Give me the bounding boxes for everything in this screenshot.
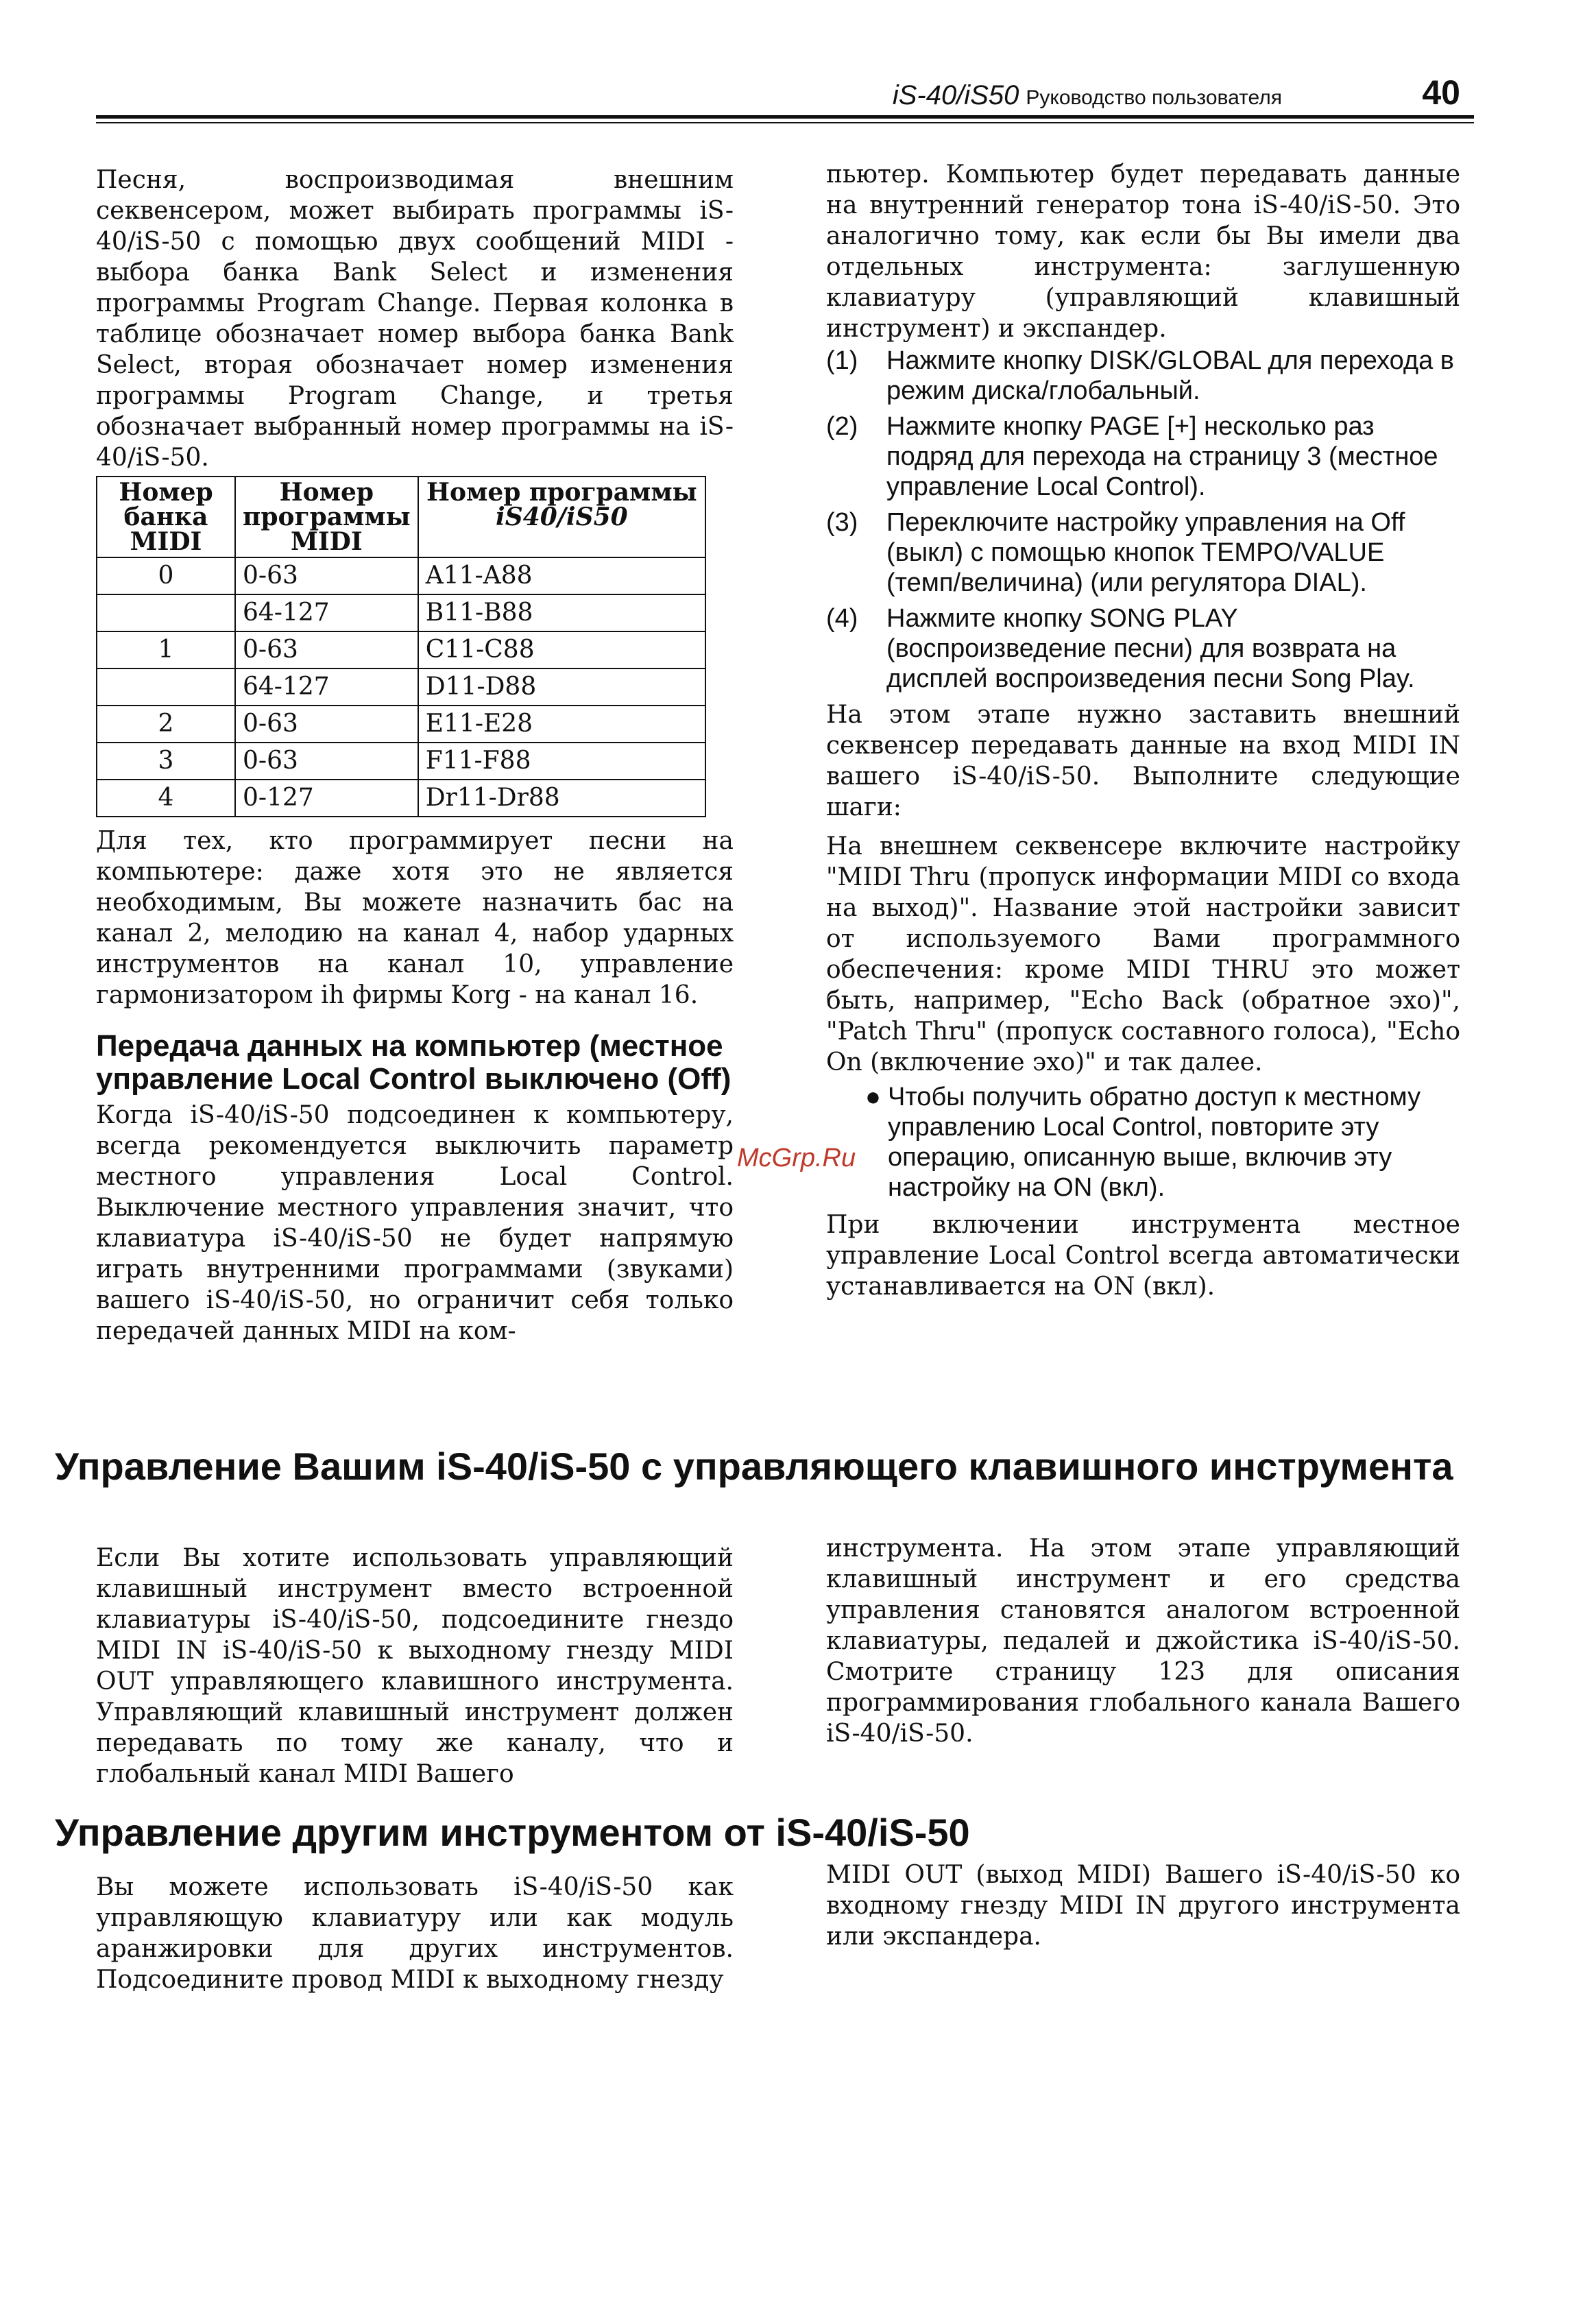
bullet-note bbox=[826, 1082, 1460, 1203]
table-row bbox=[97, 631, 705, 668]
cell-bank: 0 bbox=[97, 557, 235, 594]
step-item bbox=[826, 411, 1460, 502]
step-text: Нажмите кнопку DISK/GLOBAL для перехода в режим диска/глобальный. bbox=[886, 346, 1454, 405]
cell-number: B11-B88 bbox=[418, 594, 705, 631]
table-row bbox=[97, 668, 705, 706]
header-subtitle: Руководство пользователя bbox=[1026, 86, 1282, 109]
section-heading-other-instrument: Управление другим инструментом от iS-40/iS-50 bbox=[55, 1811, 970, 1854]
col-header-bank: Номер банка MIDI bbox=[97, 477, 235, 557]
step-text: Переключите настройку управления на Off (выкл) с помощью кнопок TEMPO/VALUE (темп/величина) (или регулятора DIAL). bbox=[886, 508, 1405, 597]
program-table bbox=[96, 476, 706, 817]
step-number: (3) bbox=[826, 508, 858, 537]
step-number: (1) bbox=[826, 346, 858, 375]
cell-program: 0-63 bbox=[235, 743, 418, 780]
section3-right-paragraph: MIDI OUT (выход MIDI) Вашего iS-40/iS-50 ко входному гнезду MIDI IN другого инструмента или экспандера. bbox=[826, 1861, 1460, 1951]
right-intro-paragraph: пьютер. Компьютер будет передавать данные на внутренний генератор тона iS-40/iS-50. Это аналогично тому, как если бы Вы имели два отдельных инструмента: заглушенную клавиатуру (управляющий клавишный инструмент) и экспандер. bbox=[826, 160, 1460, 343]
step-number: (2) bbox=[826, 412, 858, 441]
cell-number: D11-D88 bbox=[418, 668, 705, 706]
power-on-paragraph: При включении инструмента местное управление Local Control всегда автоматически устанавливается на ON (вкл). bbox=[826, 1211, 1460, 1301]
watermark: McGrp.Ru bbox=[737, 1144, 856, 1172]
left-column bbox=[96, 165, 734, 1347]
cell-bank bbox=[97, 668, 235, 706]
cell-program: 64-127 bbox=[235, 594, 418, 631]
section3-left-column bbox=[96, 1872, 734, 1995]
cell-number: E11-E28 bbox=[418, 706, 705, 743]
table-header-row bbox=[97, 477, 705, 557]
table-row bbox=[97, 780, 705, 817]
page-number: 40 bbox=[1422, 73, 1460, 112]
cell-bank: 1 bbox=[97, 631, 235, 668]
col-header-number: Номер программы iS40/iS50 bbox=[418, 477, 705, 557]
local-control-paragraph: Когда iS-40/iS-50 подсоединен к компьютеру, всегда рекомендуется выключить параметр местного управления Local Control. Выключение местного управления значит, что клавиатура iS-40/iS-50 не будет напрямую играть внутренними программами (звуками) вашего iS-40/iS-50, но ограничит себя только передачей данных MIDI на ком- bbox=[96, 1101, 734, 1345]
table-row bbox=[97, 594, 705, 631]
section2-left-paragraph: Если Вы хотите использовать управляющий клавишный инструмент вместо встроенной клавиатуры iS-40/iS-50, подсоедините гнездо MIDI IN iS-40/iS-50 к выходному гнезду MIDI OUT управляющего клавишного инструмента. Управляющий клавишный инструмент должен передавать по тому же каналу, что и глобальный канал MIDI Вашего bbox=[96, 1544, 734, 1788]
table-row bbox=[97, 557, 705, 594]
step-text: Нажмите кнопку SONG PLAY (воспроизведение песни) для возврата на дисплей воспроизведения песни Song Play. bbox=[886, 604, 1415, 693]
section2-right-paragraph: инструмента. На этом этапе управляющий клавишный инструмент и его средства управления становятся аналогом встроенной клавиатуры, педалей и джойстика iS-40/iS-50. Смотрите страницу 123 для описания программирования глобального канала Вашего iS-40/iS-50. bbox=[826, 1534, 1460, 1748]
header-rule bbox=[96, 122, 1474, 123]
section3-left-paragraph: Вы можете использовать iS-40/iS-50 как управляющую клавиатуру или как модуль аранжировки для других инструментов. Подсоедините провод MIDI к выходному гнезду bbox=[96, 1873, 734, 1994]
cell-number: C11-C88 bbox=[418, 631, 705, 668]
header-title: iS-40/iS50 Руководство пользователя bbox=[892, 80, 1282, 110]
cell-program: 0-63 bbox=[235, 706, 418, 743]
cell-program: 0-63 bbox=[235, 557, 418, 594]
table-row bbox=[97, 706, 705, 743]
section3-right-column bbox=[826, 1859, 1460, 1952]
step-item bbox=[826, 603, 1460, 694]
step-text: Нажмите кнопку PAGE [+] несколько раз подряд для перехода на страницу 3 (местное управление Local Control). bbox=[886, 412, 1438, 501]
section-heading-master-keyboard: Управление Вашим iS-40/iS-50 с управляющего клавишного инструмента bbox=[55, 1445, 1453, 1488]
computer-note: Для тех, кто программирует песни на компьютере: даже хотя это не является необходимым, Вы можете назначить бас на канал 2, мелодию на канал 4, набор ударных инструментов на канал 10, управление гармонизатором ih фирмы Korg - на канал 16. bbox=[96, 827, 734, 1009]
sequencer-paragraph: На этом этапе нужно заставить внешний секвенсер передавать данные на вход MIDI IN вашего iS-40/iS-50. Выполните следующие шаги: bbox=[826, 701, 1460, 821]
col-header-model: iS40/iS50 bbox=[496, 503, 628, 531]
section-heading-local-control: Передача данных на компьютер (местное управление Local Control выключено (Off) bbox=[96, 1029, 732, 1096]
cell-number: Dr11-Dr88 bbox=[418, 780, 705, 817]
col-header-program: Номер программы MIDI bbox=[235, 477, 418, 557]
cell-program: 0-127 bbox=[235, 780, 418, 817]
page-header bbox=[96, 74, 1474, 119]
step-number: (4) bbox=[826, 604, 858, 633]
cell-bank: 2 bbox=[97, 706, 235, 743]
cell-number: A11-A88 bbox=[418, 557, 705, 594]
cell-bank bbox=[97, 594, 235, 631]
cell-bank: 4 bbox=[97, 780, 235, 817]
step-item bbox=[826, 507, 1460, 598]
section2-right-column bbox=[826, 1533, 1460, 1749]
cell-program: 64-127 bbox=[235, 668, 418, 706]
right-column bbox=[826, 159, 1460, 1302]
cell-number: F11-F88 bbox=[418, 743, 705, 780]
section2-left-column bbox=[96, 1543, 734, 1790]
midi-thru-paragraph: На внешнем секвенсере включите настройку "MIDI Thru (пропуск информации MIDI со входа на выход)". Название этой настройки зависит от используемого Вами программного обеспечения: кроме MIDI THRU это может быть, например, "Echo Back (обратное эхо)", "Patch Thru" (пропуск составного голоса), "Echo On (включение эхо)" и так далее. bbox=[826, 832, 1460, 1076]
bullet-icon: ● bbox=[865, 1083, 881, 1111]
table-row bbox=[97, 743, 705, 780]
cell-bank: 3 bbox=[97, 743, 235, 780]
intro-paragraph: Песня, воспроизводимая внешним секвенсером, может выбирать программы iS-40/iS-50 с помощью двух сообщений MIDI - выбора банка Bank Select и изменения программы Program Change. Первая колонка в таблице обозначает номер выбора банка Bank Select, вторая обозначает номер изменения программы Program Change, и третья обозначает выбранный номер программы на iS-40/iS-50. bbox=[96, 166, 734, 472]
step-item bbox=[826, 346, 1460, 406]
cell-program: 0-63 bbox=[235, 631, 418, 668]
bullet-text: Чтобы получить обратно доступ к местному управлению Local Control, повторите эту операцию, описанную выше, включив эту настройку на ON (вкл). bbox=[888, 1083, 1421, 1202]
